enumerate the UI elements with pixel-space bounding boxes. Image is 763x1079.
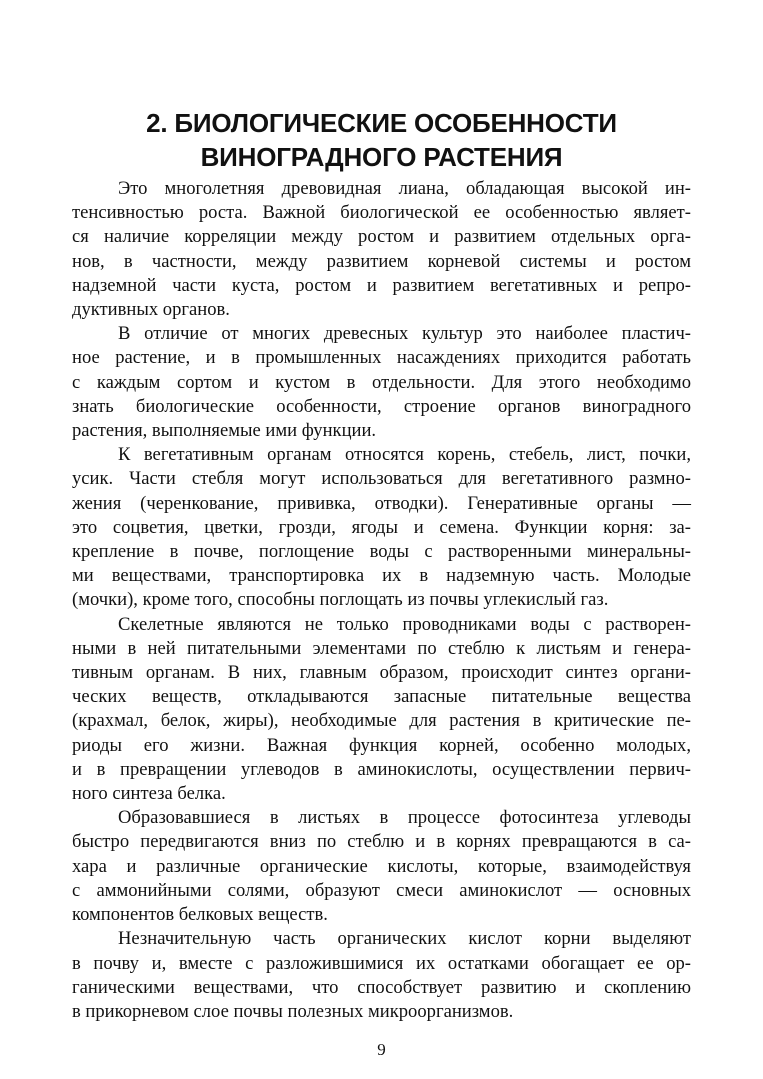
text-line: Образовавшиеся в листьях в процессе фотосинтеза углеводы [118, 807, 691, 829]
text-line: (крахмал, белок, жиры), необходимые для растения в критические пе- [72, 710, 691, 732]
chapter-title [0, 106, 763, 174]
paragraph [72, 927, 691, 1024]
text-line: ное растение, и в промышленных насаждениях приходится работать [72, 347, 691, 369]
text-line: с каждым сортом и кустом в отдельности. Для этого необходимо [72, 371, 691, 393]
text-line: ми веществами, транспортировка их в надземную часть. Молодые [72, 565, 691, 587]
text-line: хара и различные органические кислоты, которые, взаимодействуя [72, 855, 691, 877]
text-line: знать биологические особенности, строение органов виноградного [72, 395, 691, 417]
text-line: К вегетативным органам относятся корень, стебель, лист, почки, [118, 444, 691, 466]
text-line: ганическими веществами, что способствует развитию и скоплению [72, 976, 691, 998]
text-line: и в превращении углеводов в аминокислоты, осуществлении первич- [72, 758, 691, 780]
text-line: в прикорневом слое почвы полезных микроорганизмов. [72, 1000, 514, 1022]
text-line: с аммонийными солями, образуют смеси аминокислот — основных [72, 879, 691, 901]
paragraph [72, 613, 691, 807]
text-line: усик. Части стебля могут использоваться для вегетативного размно- [72, 468, 691, 490]
text-line: риоды его жизни. Важная функция корней, особенно молодых, [72, 734, 691, 756]
paragraph [72, 806, 691, 927]
chapter-title-line-1: 2. БИОЛОГИЧЕСКИЕ ОСОБЕННОСТИ [146, 108, 617, 138]
text-line: компонентов белковых веществ. [72, 904, 328, 926]
text-line: быстро передвигаются вниз по стеблю и в корнях превращаются в са- [72, 831, 691, 853]
paragraph [72, 322, 691, 443]
text-line: ческих веществ, откладываются запасные питательные вещества [72, 686, 691, 708]
text-line: Скелетные являются не только проводниками воды с растворен- [118, 613, 691, 635]
text-line: растения, выполняемые ими функции. [72, 420, 377, 442]
text-line: Незначительную часть органических кислот корни выделяют [118, 928, 691, 950]
text-line: ными в ней питательными элементами по стеблю к листьям и генера- [72, 637, 691, 659]
text-line: Это многолетняя древовидная лиана, обладающая высокой ин- [118, 178, 691, 199]
text-line: это соцветия, цветки, грозди, ягоды и семена. Функции корня: за- [72, 516, 691, 538]
text-line: надземной части куста, ростом и развитием вегетативных и репро- [72, 274, 691, 296]
chapter-title-line-2: ВИНОГРАДНОГО РАСТЕНИЯ [200, 142, 563, 172]
body-text [72, 177, 691, 1024]
text-line: крепление в почве, поглощение воды с растворенными минеральны- [72, 541, 691, 563]
text-line: в почву и, вместе с разложившимися их остатками обогащает ее ор- [72, 952, 691, 974]
text-line: тивным органам. В них, главным образом, происходит синтез органи- [72, 662, 691, 684]
text-line: В отличие от многих древесных культур это наиболее пластич- [118, 323, 691, 345]
page-number: 9 [377, 1040, 386, 1059]
text-line: жения (черенкование, прививка, отводки). Генеративные органы — [72, 492, 691, 514]
text-line: ся наличие корреляции между ростом и развитием отдельных орга- [72, 226, 691, 248]
text-line: ного синтеза белка. [72, 783, 226, 805]
text-line: тенсивностью роста. Важной биологической ее особенностью являет- [72, 202, 691, 224]
paragraph [72, 177, 691, 322]
text-line: дуктивных органов. [72, 299, 230, 321]
paragraph [72, 443, 691, 612]
text-line: (мочки), кроме того, способны поглощать из почвы углекислый газ. [72, 589, 609, 611]
text-line: нов, в частности, между развитием корневой системы и ростом [72, 250, 691, 272]
